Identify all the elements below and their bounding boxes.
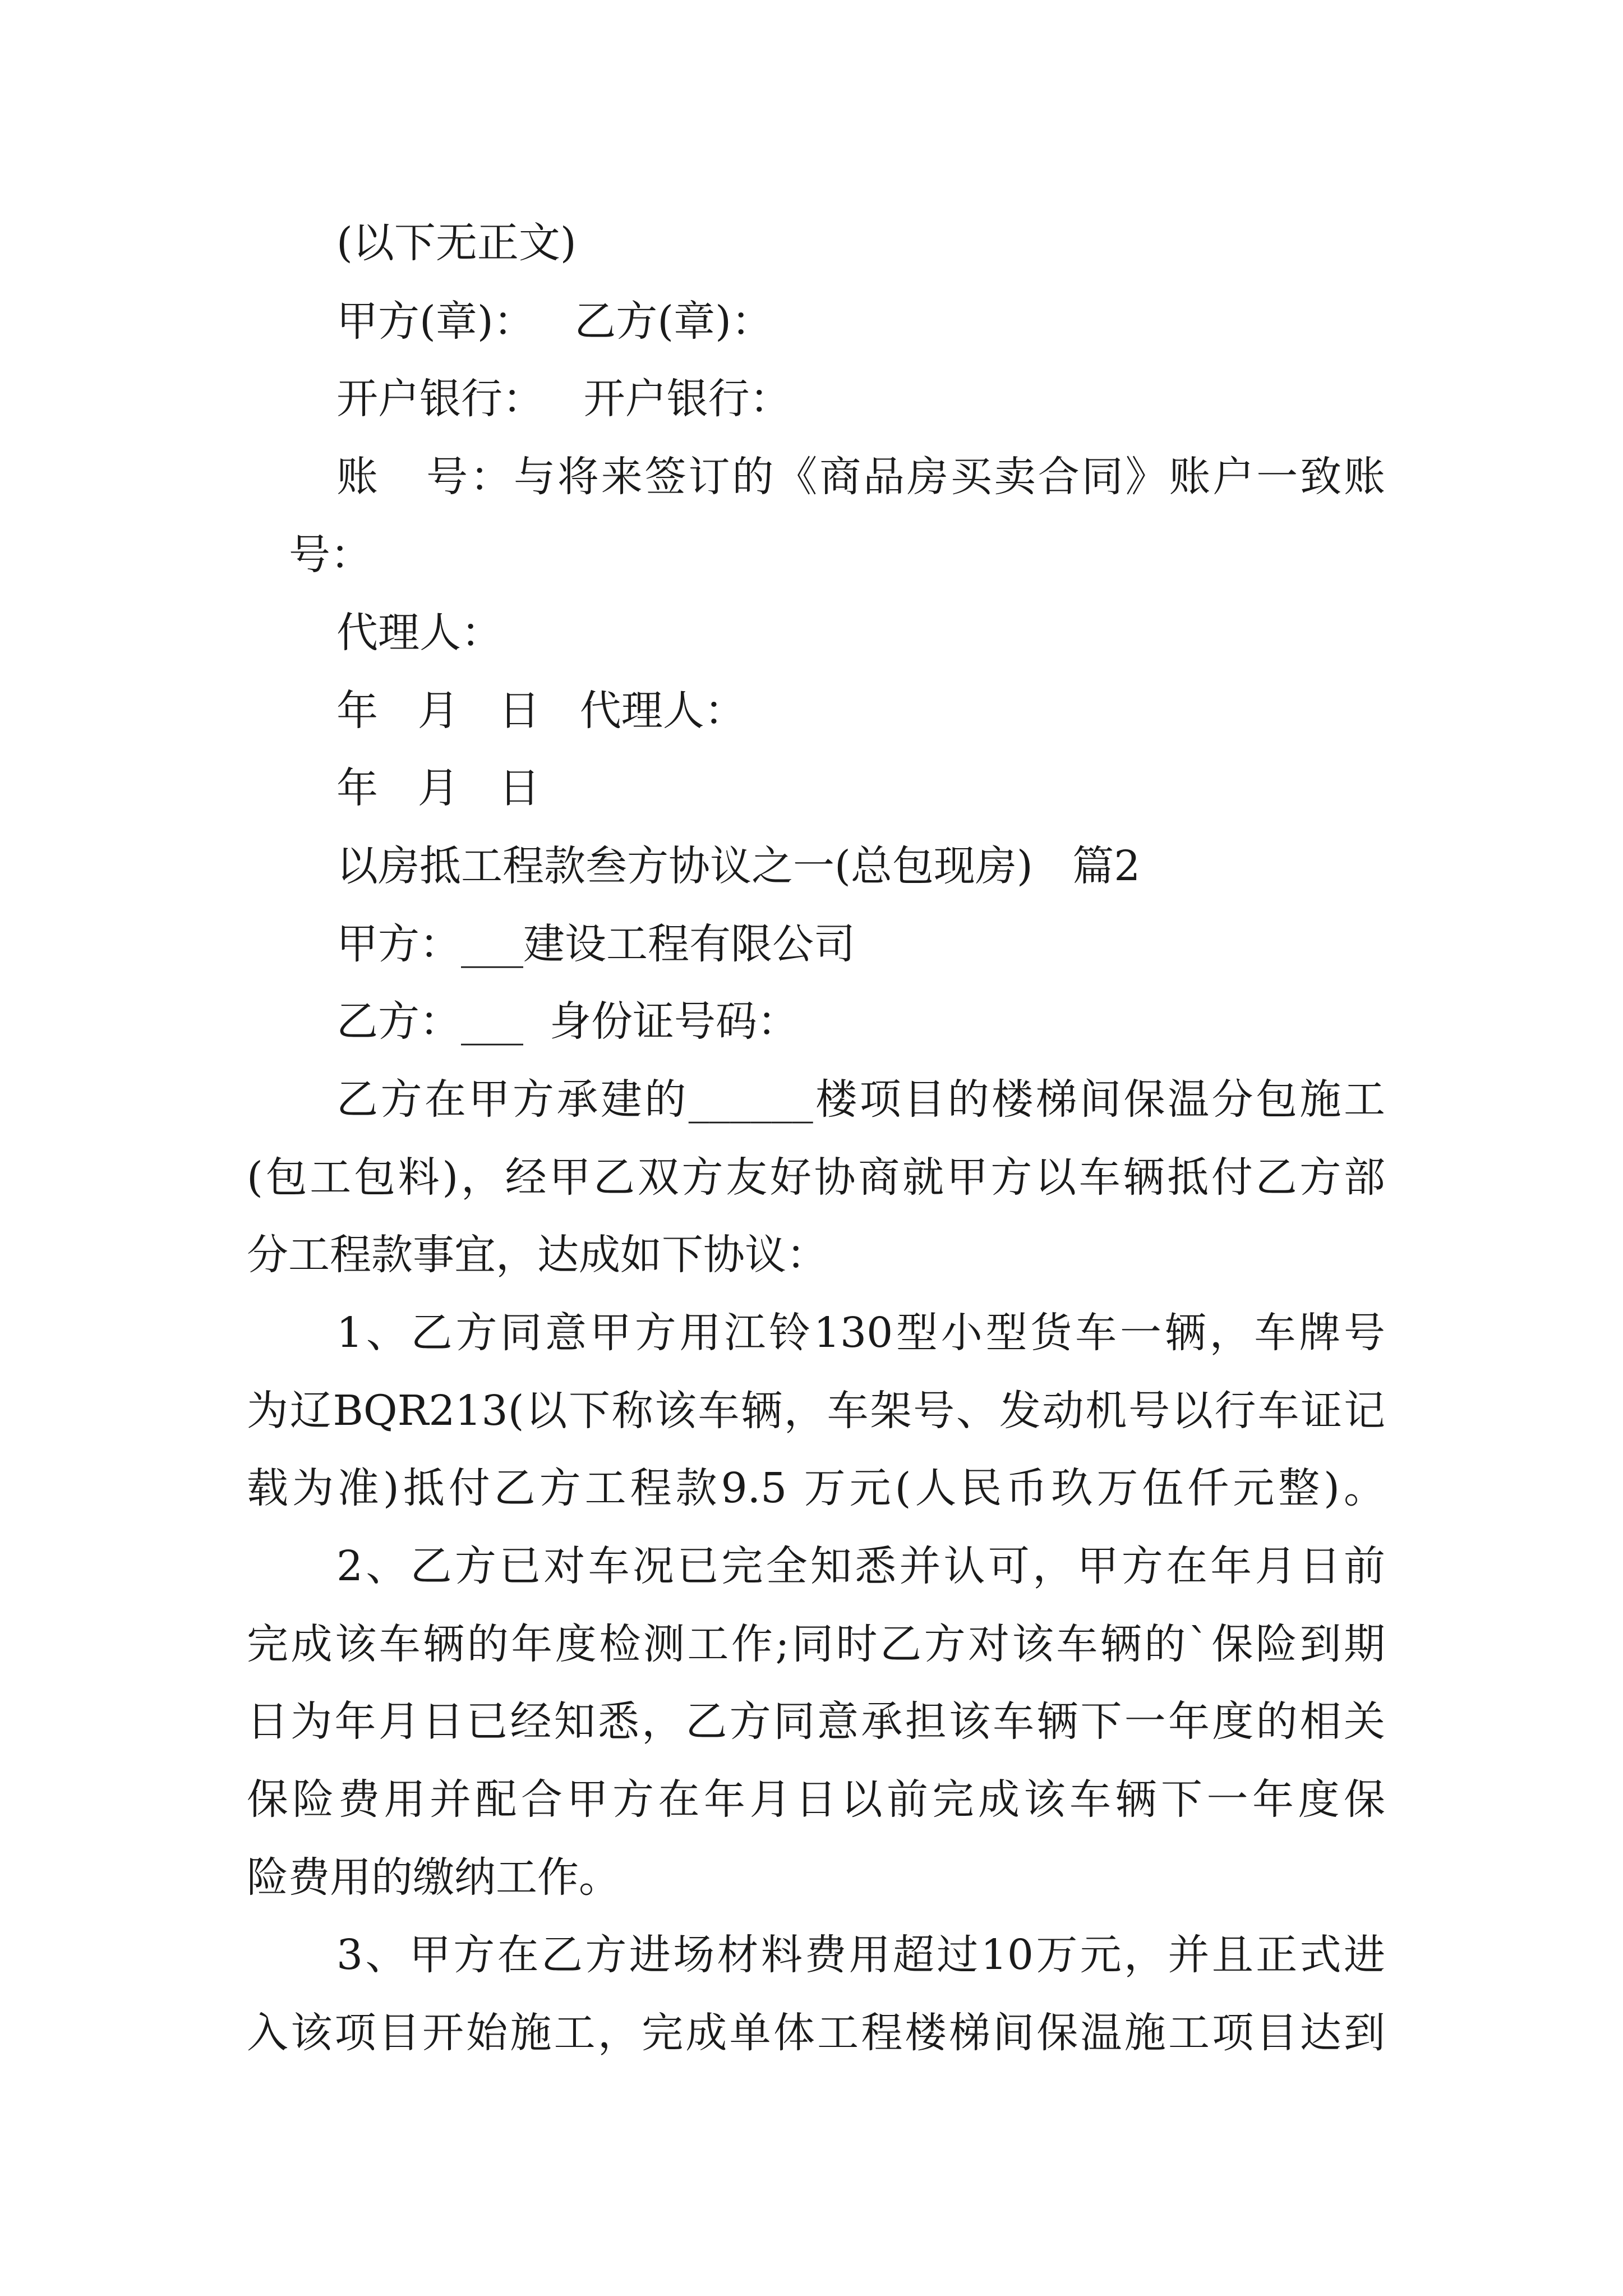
text-line-date-agent: 年 月 日 代理人： [336,687,746,735]
text-line-account-number: 账 号：与将来签订的《商品房买卖合同》账户一致账 [336,453,1385,501]
text-line-clause1-2: 为辽BQR213(以下称该车辆，车架号、发动机号以行车证记 [247,1387,1385,1435]
text-line-date: 年 月 日 [336,764,541,812]
text-line-clause2-1: 2、乙方已对车况已完全知悉并认可，甲方在年月日前 [336,1542,1385,1590]
text-line-clause2-2: 完成该车辆的年度检测工作;同时乙方对该车辆的`保险到期 [247,1620,1385,1668]
text-line-no-body-below: (以下无正文) [336,219,577,267]
text-line-party-seals: 甲方(章)： 乙方(章)： [336,297,773,346]
text-line-clause3-1: 3、甲方在乙方进场材料费用超过10万元，并且正式进 [336,1931,1385,1979]
text-line-account-number-cont: 号： [289,531,372,579]
text-line-party-b: 乙方：___ 身份证号码： [336,997,799,1046]
text-line-bank: 开户银行： 开户银行： [336,375,791,423]
text-line-para1-2: (包工包料)，经甲乙双方友好协商就甲方以车辆抵付乙方部 [247,1153,1385,1202]
text-line-clause2-3: 日为年月日已经知悉，乙方同意承担该车辆下一年度的相关 [247,1697,1385,1746]
text-line-party-a: 甲方：___建设工程有限公司 [336,920,855,968]
text-line-para1-1: 乙方在甲方承建的______楼项目的楼梯间保温分包施工 [336,1075,1385,1124]
text-line-clause3-2: 入该项目开始施工，完成单体工程楼梯间保温施工项目达到 [247,2009,1385,2057]
text-line-para1-3: 分工程款事宜，达成如下协议： [247,1231,828,1279]
text-line-clause1-1: 1、乙方同意甲方用江铃130型小型货车一辆，车牌号 [336,1309,1385,1357]
text-line-clause2-4: 保险费用并配合甲方在年月日以前完成该车辆下一年度保 [247,1775,1385,1824]
text-line-clause2-5: 险费用的缴纳工作。 [247,1853,620,1902]
text-line-clause1-3: 载为准)抵付乙方工程款9.5 万元(人民币玖万伍仟元整)。 [247,1464,1385,1512]
text-line-agreement-title: 以房抵工程款叁方协议之一(总包现房) 篇2 [336,842,1141,890]
text-line-agent: 代理人： [336,609,502,657]
